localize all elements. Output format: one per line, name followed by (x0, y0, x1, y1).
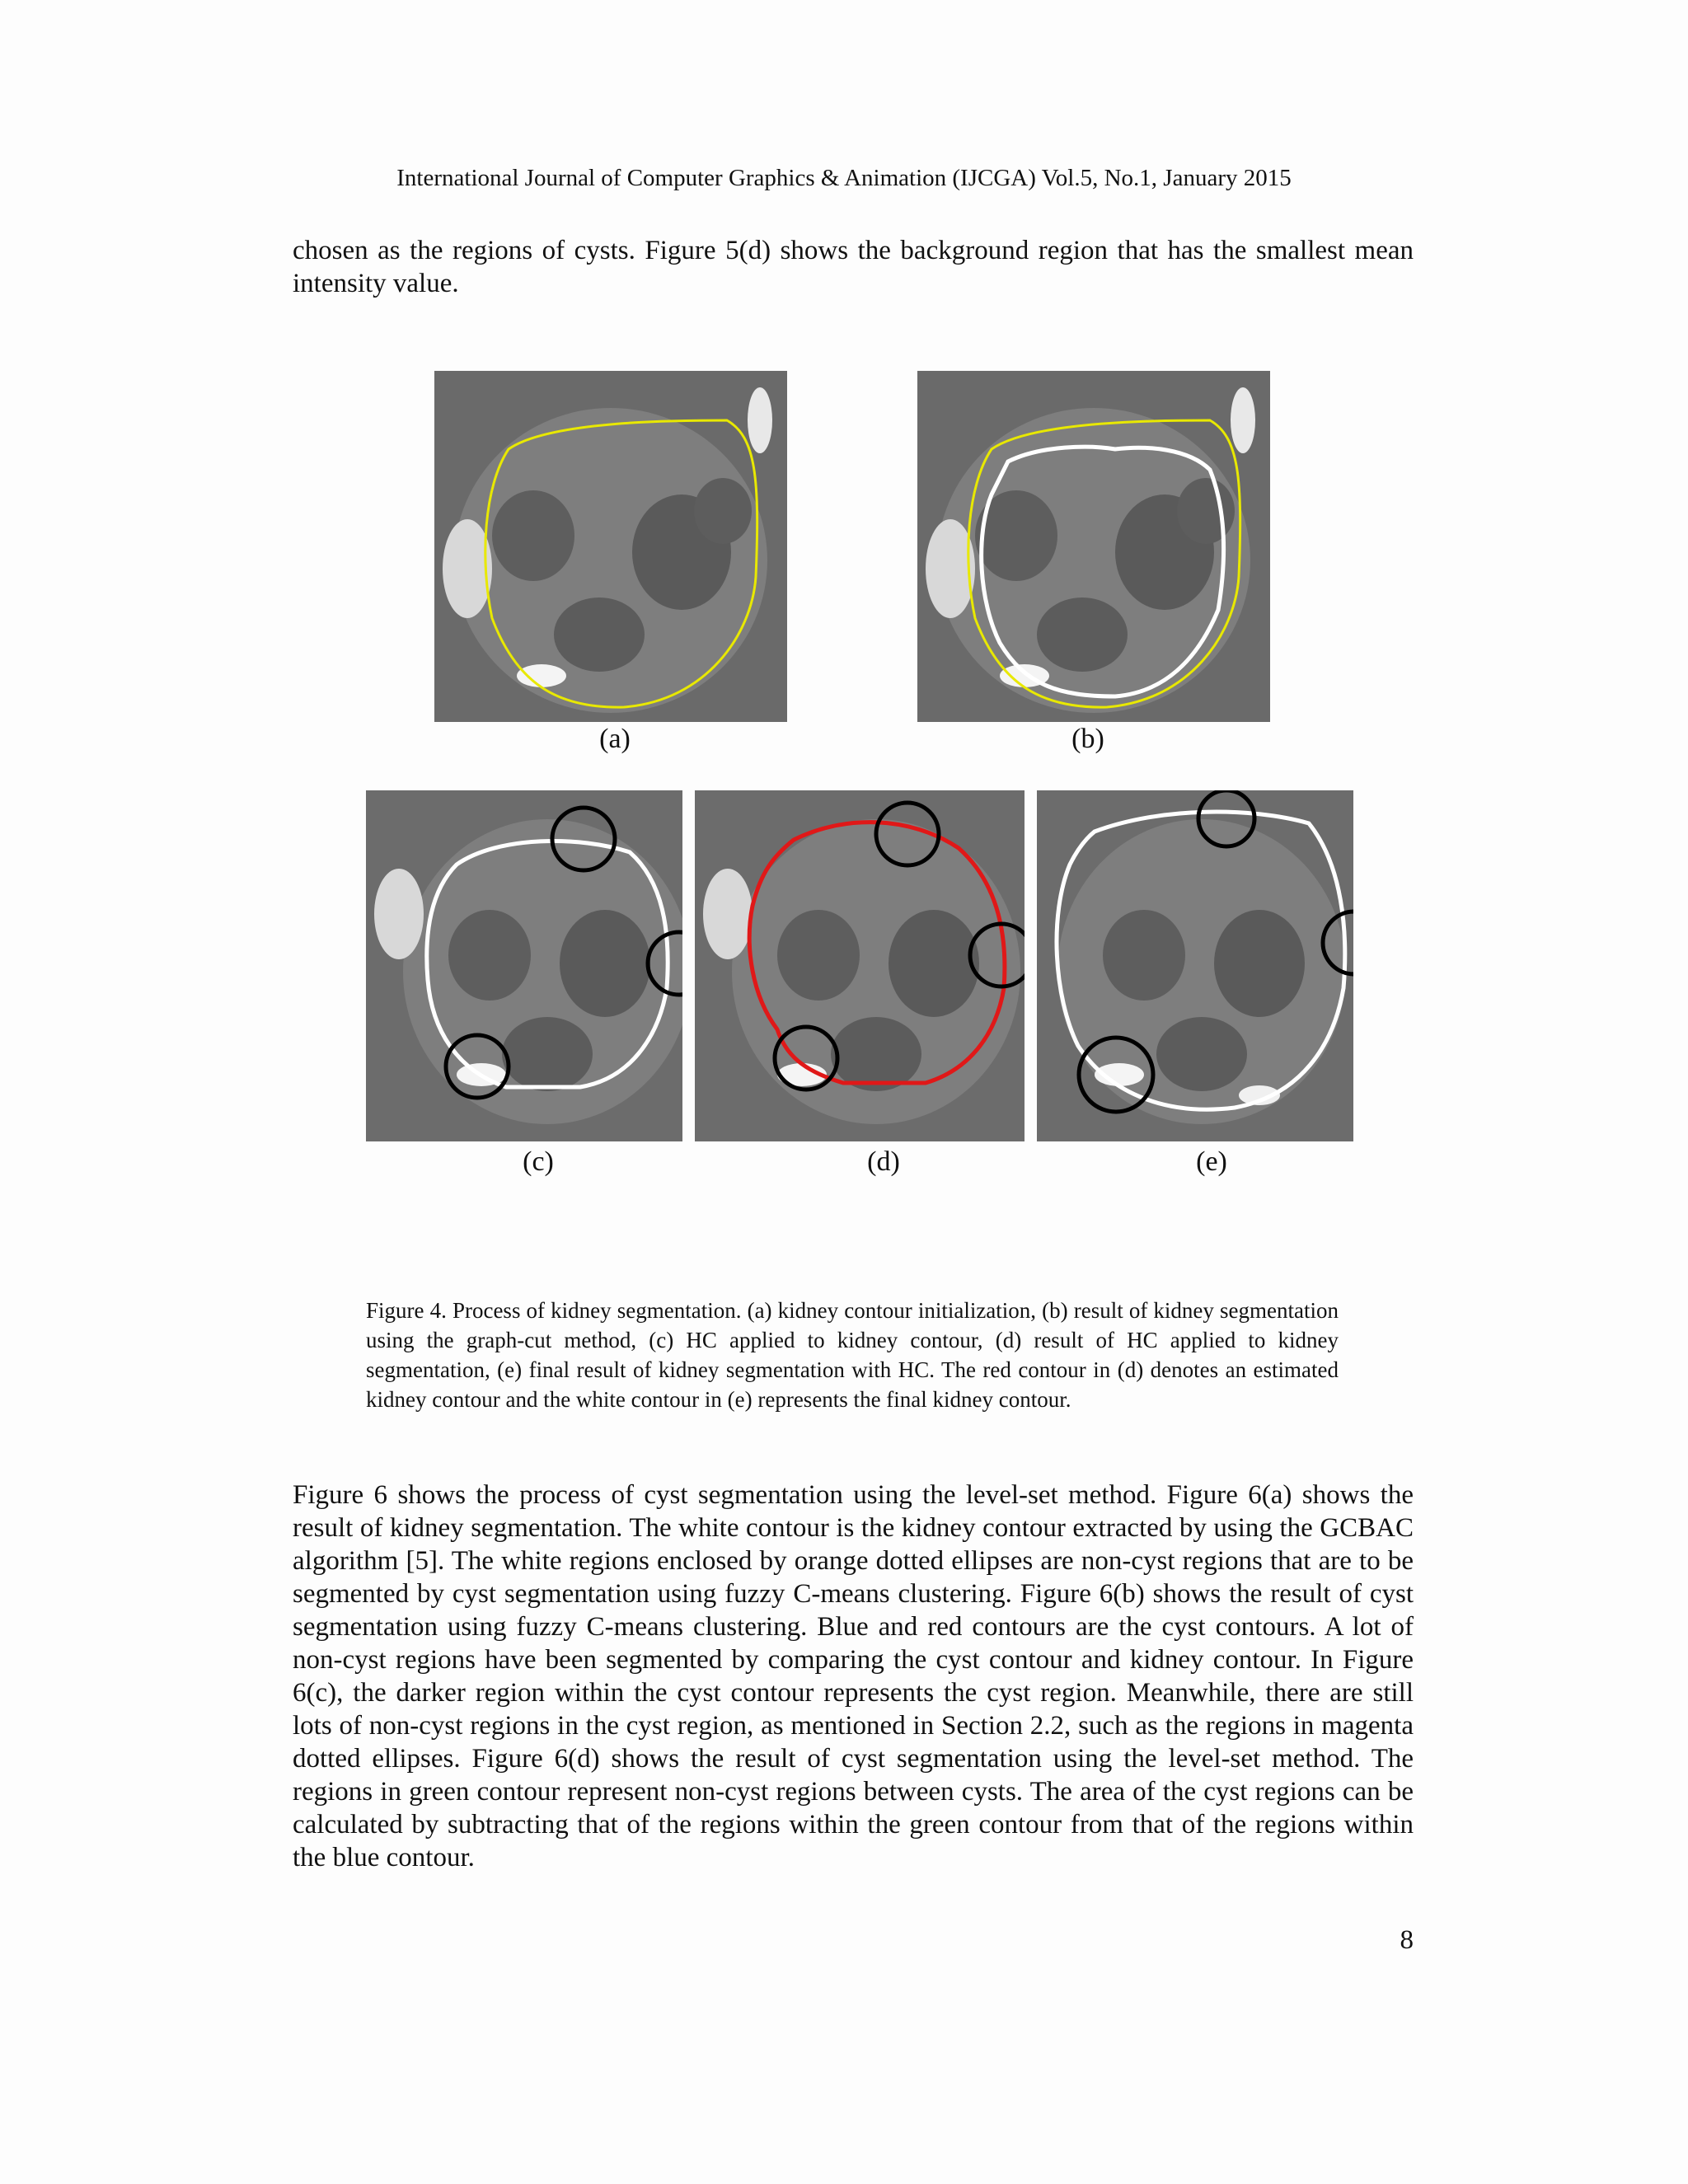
panel-label-a: (a) (599, 724, 631, 754)
panel-label-e: (e) (1196, 1146, 1227, 1177)
running-header: International Journal of Computer Graphics & Animation (IJCGA) Vol.5, No.1, January 2015 (396, 165, 1292, 191)
page-number: 8 (1400, 1925, 1414, 1955)
figure-panel-e (1037, 790, 1353, 1141)
figure-caption: Figure 4. Process of kidney segmentation. (a) kidney contour initialization, (b) result of kidney segmentation using the graph-cut method, (c) HC applied to kidney contour, (d) result of HC applied to kidney segmentation, (e) final result of kidney segmentation with HC. The red contour in (d) denotes an estimated kidney contour and the white contour in (e) represents the final kidney contour. (366, 1298, 1339, 1412)
figure-panel-b (917, 371, 1270, 722)
panel-label-b: (b) (1071, 724, 1104, 754)
figure-panel-d (695, 790, 1025, 1141)
figure-panel-c (366, 790, 682, 1141)
figure-panel-a (434, 371, 787, 722)
panel-label-d: (d) (867, 1146, 900, 1177)
panel-label-c: (c) (523, 1146, 554, 1177)
body-paragraph: Figure 6 shows the process of cyst segmentation using the level-set method. Figure 6(a) shows the result of kidney segmentation. The white contour is the kidney contour extracted by using the GCBAC algorithm [5]. The white regions enclosed by orange dotted ellipses are non-cyst regions that are to be segmented by cyst segmentation using fuzzy C-means clustering. Figure 6(b) shows the result of cyst segmentation using fuzzy C-means clustering. Blue and red contours are the cyst contours. A lot of non-cyst regions have been segmented by comparing the cyst contour and kidney contour. In Figure 6(c), the darker region within the cyst contour represents the cyst region. Meanwhile, there are still lots of non-cyst regions in the cyst region, as mentioned in Section 2.2, such as the regions in magenta dotted ellipses. Figure 6(d) shows the result of cyst segmentation using the level-set method. The regions in green contour represent non-cyst regions between cysts. The area of the cyst regions can be calculated by subtracting that of the regions within the green contour from that of the regions within the blue contour. (293, 1480, 1414, 1872)
intro-paragraph: chosen as the regions of cysts. Figure 5(d) shows the background region that has the smallest mean intensity value. (293, 236, 1414, 298)
